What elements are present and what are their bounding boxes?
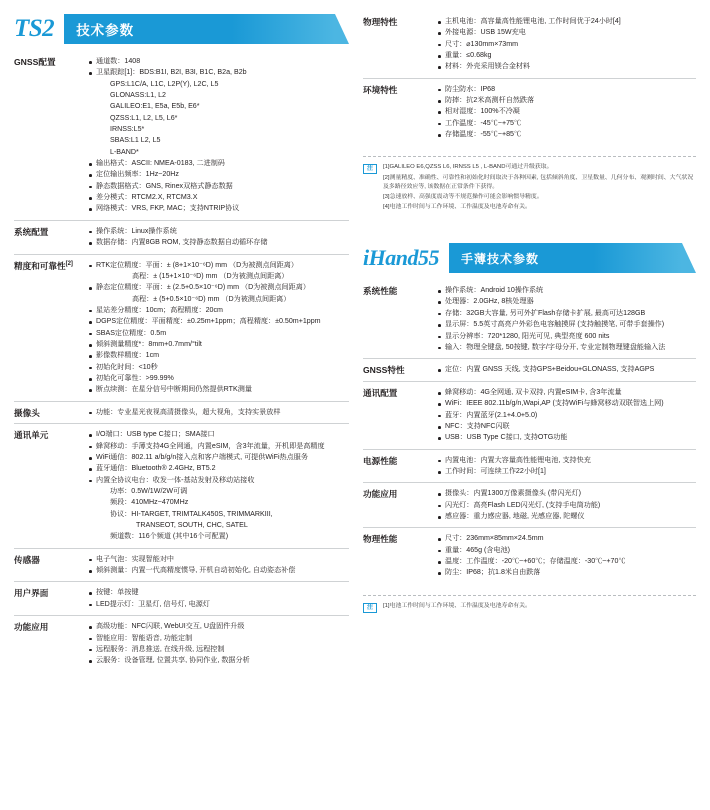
sub-line: IRNSS:L5*: [110, 125, 145, 134]
section-title: [14, 260, 86, 396]
list-item: USB：USB Type C接口, 支持OTG功能: [437, 432, 696, 443]
section-body: [435, 364, 696, 376]
section-body: [86, 554, 349, 577]
section-title-text: 精度和可靠性: [14, 260, 66, 271]
list-item: 数据存储：内置8GB ROM, 支持静态数据自动循环存储: [88, 237, 349, 248]
right-column: [355, 0, 710, 810]
divider: [363, 527, 696, 528]
radio-detail-lines: [88, 486, 349, 543]
item-list: [88, 56, 349, 79]
list-item: RTK定位精度：平面：± (8+1×10⁻⁶D) mm （D为被测点间距离）: [88, 260, 349, 271]
list-item: 输入：物理全键盘, 50按键, 数字/字母分开, 专业定制物理键盘能输入法: [437, 342, 696, 353]
list-item: 输出格式：ASCII: NMEA-0183, 二进制码: [88, 158, 349, 169]
section-body: [435, 84, 696, 141]
list-item: I/O端口：USB type C接口；SMA接口: [88, 429, 349, 440]
section-title: 功能应用: [14, 622, 49, 633]
list-item: DGPS定位精度：平面精度：±0.25m+1ppm；高程精度：±0.50m+1ppm: [88, 316, 349, 327]
list-item: 倾斜测量精度*：8mm+0.7mm/°tilt: [88, 339, 349, 350]
divider: [14, 548, 349, 549]
item-list: [437, 16, 696, 73]
section-title: 摄像头: [14, 407, 40, 418]
list-item: 蓝牙：内置蓝牙(2.1+4.0+5.0): [437, 410, 696, 421]
section-title: 电源性能: [363, 455, 398, 466]
section-body: [86, 587, 349, 610]
spacer: [363, 213, 696, 229]
section-title: GNSS配置: [14, 57, 56, 67]
list-item: 感应器：重力感应器, 地磁, 光感应器, 陀螺仪: [437, 511, 696, 522]
list-item: 电子气泡：实现智能对中: [88, 554, 349, 565]
list-item: 相对湿度：100%不冷凝: [437, 106, 696, 117]
list-item: 静态数据格式：GNS, Rinex双格式静态数据: [88, 181, 349, 192]
list-item: 卫星跟踪[1]：BDS:B1I, B2I, B3I, B1C, B2a, B2b: [88, 67, 349, 78]
section-accuracy-reliability: [14, 260, 349, 396]
section-body: [435, 387, 696, 444]
sub-line: GPS:L1C/A, L1C, L2P(Y), L2C, L5: [110, 79, 219, 88]
section-gnss-features: [363, 364, 696, 376]
section-power-performance: [363, 455, 696, 478]
section-body: [435, 488, 696, 522]
section-title-superscript: [2]: [65, 260, 73, 267]
section-body: [435, 455, 696, 478]
section-body: [86, 429, 349, 542]
section-feature-apps-right: [363, 488, 696, 522]
list-item: 蜂窝移动：手薄支持4G全网通，内置eSIM，含3年流量，开机即是高精度: [88, 441, 349, 452]
list-item: 定位输出频率：1Hz~20Hz: [88, 169, 349, 180]
list-item: 功能：专业星光夜视高清摄像头，超大视角，支持实景放样: [88, 407, 349, 418]
list-item: 外接电源：USB 15W充电: [437, 27, 696, 38]
section-body: [435, 285, 696, 353]
section-communication-unit: [14, 429, 349, 542]
list-item: 初始化时间：<10秒: [88, 362, 349, 373]
list-item: 闪光灯：高亮Flash LED闪光灯, (支持手电筒功能): [437, 500, 696, 511]
section-sensors: [14, 554, 349, 577]
list-item: 智能应用：智能语音, 功能定制: [88, 633, 349, 644]
item-list: [88, 621, 349, 666]
list-item: 存储：32GB大容量, 另可外扩Flash存储卡扩展, 最高可达128GB: [437, 308, 696, 319]
list-item: 工作时间：可连续工作22小时[1]: [437, 466, 696, 477]
gnss-constellation-lines: [88, 79, 349, 158]
section-title: 通讯配置: [363, 387, 398, 398]
list-item: 温度：工作温度：-20℃~+60℃；存储温度：-30℃~+70℃: [437, 556, 696, 567]
footnote-line: [1]GALILEO E6,QZSS L6, IRNSS L5 , L-BAND可通过升级获取。: [383, 164, 553, 171]
divider: [14, 254, 349, 255]
item-list: [88, 260, 349, 396]
list-item: SBAS定位精度：0.5m: [88, 328, 349, 339]
list-item: 内置电池：内置大容量高性能锂电池, 支持快充: [437, 455, 696, 466]
section-title: 功能应用: [363, 489, 398, 500]
sub-line: 频道数：116个频道 (其中16个可配置): [110, 532, 229, 541]
sub-line: GLONASS:L1, L2: [110, 91, 166, 100]
ihand55-banner-title: 手薄技术参数: [460, 251, 539, 266]
divider: [14, 423, 349, 424]
list-item: 星站差分精度：10cm；高程精度：20cm: [88, 305, 349, 316]
divider: [363, 449, 696, 450]
item-list: [437, 533, 696, 578]
item-list: [437, 364, 696, 375]
item-list: [88, 554, 349, 577]
list-item: 操作系统：Linux操作系统: [88, 226, 349, 237]
section-title: 环境特性: [363, 84, 398, 95]
list-item-continuation: 高程：± (15+1×10⁻⁶D) mm （D为被测点间距离）: [132, 271, 289, 280]
list-item: 防摔：抗2米高测杆自然跌落: [437, 95, 696, 106]
divider: [363, 78, 696, 79]
item-list: [88, 407, 349, 418]
banner-triangle-icon: [682, 243, 696, 273]
footnote-body: [383, 602, 696, 613]
ihand55-banner-bar: [449, 243, 682, 273]
section-physical-performance: [363, 533, 696, 578]
item-list: [88, 429, 349, 486]
list-item: 通道数：1408: [88, 56, 349, 67]
section-body: [435, 533, 696, 578]
section-body: [86, 621, 349, 666]
divider: [14, 401, 349, 402]
list-item: WiFi：IEEE 802.11b/g/n,Wapi,AP (支持WiFi与蜂窝移动双联智选上网): [437, 398, 696, 409]
footnote-line: [2]测量精度、准确性、可靠性和初始化时间取决于各种因素, 包括倾斜角度、卫星数量、几何分布、观测时间、大气状况及多路径效应等, 该数据在正常条件下获得。: [383, 174, 694, 190]
section-feature-apps: [14, 621, 349, 666]
sub-line: L-BAND*: [110, 147, 139, 156]
list-item: 高级功能：NFC闪联, WebUI交互, U盘固件升级: [88, 621, 349, 632]
sub-line: 功率：0.5W/1W/2W可调: [110, 487, 188, 496]
section-body: [86, 260, 349, 396]
section-title: 传感器: [14, 554, 40, 565]
sub-line: TRANSEOT, SOUTH, CHC, SATEL: [136, 521, 248, 530]
item-list: [437, 387, 696, 444]
list-item: 尺寸：⌀130mm×73mm: [437, 39, 696, 50]
section-gnss-config: [14, 56, 349, 215]
list-item: 摄像头：内置1300万像素摄像头 (带闪光灯): [437, 488, 696, 499]
section-title: 系统配置: [14, 226, 49, 237]
ihand55-logo: iHand55: [363, 245, 439, 271]
list-item: 重量：≤0.68kg: [437, 50, 696, 61]
list-item: 断点续测：在星分信号中断期间仍然提供RTK测量: [88, 384, 349, 395]
sub-line: 频段：410MHz~470MHz: [110, 498, 189, 507]
list-item: 处理器：2.0GHz, 8核处理器: [437, 296, 696, 307]
section-title: 物理性能: [363, 534, 398, 545]
divider: [363, 358, 696, 359]
list-item: LED提示灯：卫星灯, 信号灯, 电源灯: [88, 599, 349, 610]
banner-triangle-icon: [335, 14, 349, 44]
section-camera: [14, 407, 349, 419]
item-list: [88, 158, 349, 215]
ts2-banner-bar: [64, 14, 335, 44]
sub-line: 协议：HI-TARGET, TRIMTALK450S, TRIMMARKIII,: [110, 509, 273, 518]
section-title: 物理特性: [363, 17, 398, 27]
section-user-interface: [14, 587, 349, 610]
list-item: 初始化可靠性：>99.99%: [88, 373, 349, 384]
list-item: 防尘：IP68；抗1.8米自由跌落: [437, 567, 696, 578]
list-item: 蜂窝移动：4G全网通, 双卡双持, 内置eSIM卡, 含3年流量: [437, 387, 696, 398]
section-physical-characteristics: [363, 16, 696, 73]
item-list: [437, 455, 696, 478]
list-item: 按键：单按键: [88, 587, 349, 598]
list-item: 显示屏：5.5英寸高亮户外彩色电容触摸屏 (支持触摸笔, 可带手套操作): [437, 319, 696, 330]
section-title: 用户界面: [14, 588, 49, 599]
spacer: [363, 581, 696, 590]
section-title: 系统性能: [363, 286, 398, 297]
section-communication-config: [363, 387, 696, 444]
section-body: [86, 226, 349, 249]
section-title: 通讯单元: [14, 430, 49, 441]
ts2-logo: TS2: [14, 15, 55, 42]
divider: [363, 482, 696, 483]
list-item: 网络模式：VRS, FKP, MAC；支持NTRIP协议: [88, 203, 349, 214]
list-item: 尺寸：236mm×85mm×24.5mm: [437, 533, 696, 544]
list-item: 远程服务：消息推送, 在线升级, 远程控制: [88, 644, 349, 655]
list-item: 内置全协议电台：收发一体-基站发射及移动站接收: [88, 475, 349, 486]
list-item: 材料：外壳采用镁合金材料: [437, 61, 696, 72]
list-item: 存储温度：-55℃~+85℃: [437, 129, 696, 140]
list-item: WiFi通信：802.11 a/b/g/n接入点和客户端模式, 可提供WiFi热点服务: [88, 452, 349, 463]
list-item: 主机电池：高容量高性能锂电池, 工作时间优于24小时[4]: [437, 16, 696, 27]
sub-line: GALILEO:E1, E5a, E5b, E6*: [110, 102, 200, 111]
dashed-divider: [363, 156, 696, 157]
list-item: 云服务：设备管理, 位置共享, 协同作业, 数据分析: [88, 655, 349, 666]
top-spacer: [363, 0, 696, 16]
item-list: [437, 285, 696, 353]
list-item: 防尘防水：IP68: [437, 84, 696, 95]
divider: [14, 220, 349, 221]
list-item: 操作系统：Android 10操作系统: [437, 285, 696, 296]
note-badge-icon: 注: [363, 603, 377, 613]
list-item: 倾斜测量：内置一代高精度惯导, 开机自动初始化, 自动姿态补偿: [88, 565, 349, 576]
ts2-banner: [14, 14, 349, 44]
section-environmental-characteristics: [363, 84, 696, 141]
divider: [14, 615, 349, 616]
section-body: [86, 407, 349, 419]
list-item: 蓝牙通信：Bluetooth® 2.4GHz, BT5.2: [88, 463, 349, 474]
ihand55-banner: [363, 243, 696, 273]
note-badge-icon: 注: [363, 164, 377, 174]
item-list: [437, 488, 696, 522]
list-item-continuation: 高程：± (5+0.5×10⁻⁶D) mm （D为被测点间距离）: [132, 294, 291, 303]
footnote-line: [3]急速放样、高强度震动等不规范操作可能会影响惯导精度。: [383, 193, 543, 200]
section-body: [86, 56, 349, 215]
footnotes-top: [363, 163, 696, 213]
divider: [14, 581, 349, 582]
item-list: [88, 226, 349, 249]
footnotes-bottom: [363, 602, 696, 613]
sub-line: SBAS:L1 L2, L5: [110, 136, 161, 145]
item-list: [437, 84, 696, 141]
section-title: GNSS特性: [363, 365, 405, 376]
ts2-banner-title: 技术参数: [76, 23, 135, 38]
list-item: NFC：支持NFC闪联: [437, 421, 696, 432]
footnote-line: [4]电池工作时间与工作环境、工作温度及电池寿命有关。: [383, 204, 531, 210]
list-item: 影像数样精度：1cm: [88, 350, 349, 361]
section-system-performance: [363, 285, 696, 353]
sub-line: QZSS:L1, L2, L5, L6*: [110, 113, 178, 122]
list-item: 差分模式：RTCM2.X, RTCM3.X: [88, 192, 349, 203]
list-item: 工作温度：-45℃~+75℃: [437, 118, 696, 129]
section-system-config: [14, 226, 349, 249]
spacer: [363, 142, 696, 151]
footnote-body: [383, 163, 696, 213]
footnote-line: [1]电池工作时间与工作环境、工作温度及电池寿命有关。: [383, 602, 531, 609]
divider: [363, 381, 696, 382]
dashed-divider: [363, 595, 696, 596]
list-item: 静态定位精度：平面：± (2.5+0.5×10⁻⁶D) mm （D为被测点间距离）: [88, 282, 349, 293]
list-item: 定位：内置 GNSS 天线, 支持GPS+Beidou+GLONASS, 支持AGPS: [437, 364, 696, 375]
item-list: [88, 587, 349, 610]
list-item: 显示分辨率：720*1280, 阳光可见, 典型亮度 600 nits: [437, 331, 696, 342]
section-body: [435, 16, 696, 73]
list-item: 重量：465g (含电池): [437, 545, 696, 556]
